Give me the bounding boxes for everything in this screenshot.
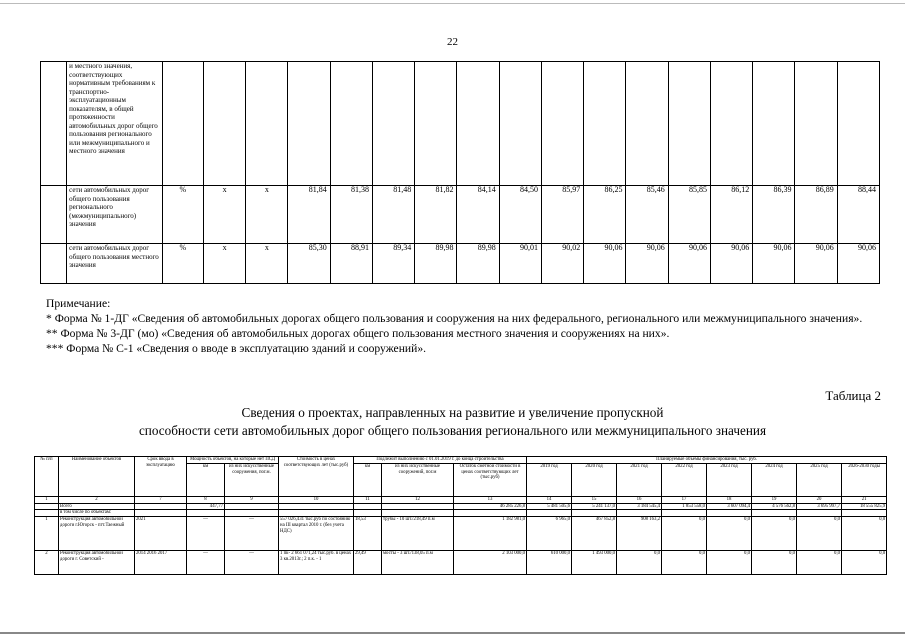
- index-cell: 9: [225, 496, 279, 503]
- table-cell: [41, 244, 67, 284]
- row-name: и местного значения, соответствующих нормативным требованиям к транспортно-эксплуатационным показателям, в общей протяженности автомобильных дорог общего пользования регионального или межмуниципального и местного значения: [67, 62, 163, 186]
- index-cell: 12: [382, 496, 454, 503]
- column-index-row: [35, 496, 887, 503]
- row-num: 2: [35, 551, 59, 575]
- table-row: [35, 551, 887, 575]
- year-cell: 0,0: [707, 551, 752, 575]
- notes-heading: Примечание:: [46, 297, 111, 310]
- table-cell: [454, 510, 527, 517]
- table-row: [41, 62, 880, 186]
- header-done-km: км: [354, 463, 382, 496]
- value-cell: 90,06: [795, 244, 837, 284]
- cap-km-cell: —: [187, 517, 225, 551]
- table-cell: [35, 503, 59, 510]
- table-cell: [527, 510, 572, 517]
- value-cell: 90,06: [753, 244, 795, 284]
- index-cell: 15: [572, 496, 617, 503]
- table-cell: [707, 510, 752, 517]
- indicators-table-continuation: [40, 61, 880, 284]
- year-cell: 0,0: [707, 517, 752, 551]
- total-year: 1 853 558,0: [662, 503, 707, 510]
- value-cell: [668, 62, 710, 186]
- index-cell: 14: [527, 496, 572, 503]
- year-cell: 6 965,0: [527, 517, 572, 551]
- index-cell: 2: [59, 496, 135, 503]
- value-cell: 85,30: [288, 244, 330, 284]
- value-cell: [795, 62, 837, 186]
- value-cell: 86,39: [753, 186, 795, 244]
- value-cell: [457, 62, 499, 186]
- value-cell: [330, 62, 372, 186]
- value-cell: 81,84: [288, 186, 330, 244]
- value-cell: [710, 62, 752, 186]
- header-done-rest: Остаток сметной стоимости в ценах соответствующих лет (тыс.руб): [454, 463, 527, 496]
- year-cell: 908 163,2: [617, 517, 662, 551]
- year-cell: 0,0: [662, 551, 707, 575]
- total-year: 3 607 094,4: [707, 503, 752, 510]
- value-cell: 90,06: [837, 244, 879, 284]
- base-cell: х: [203, 244, 245, 284]
- value-cell: 89,98: [457, 244, 499, 284]
- header-done: Подлежит выполнению с 01.01.2019 г. до конца строительства: [354, 457, 527, 464]
- index-cell: 16: [617, 496, 662, 503]
- total-year: 5 241 137,0: [572, 503, 617, 510]
- deadline-cell: 2014 2016 2017: [135, 551, 187, 575]
- object-name: Реконструкция автомобильной дороги г.Югорск - пгт.Таежный: [59, 517, 135, 551]
- base-cell: [246, 62, 288, 186]
- header-cost: Стоимость в ценах соответствующих лет (тыс.руб): [279, 457, 354, 497]
- top-scan-edge: [0, 3, 905, 4]
- value-cell: 81,38: [330, 186, 372, 244]
- base-cell: х: [246, 244, 288, 284]
- year-cell: 0,0: [797, 551, 842, 575]
- value-cell: 85,46: [626, 186, 668, 244]
- value-cell: 88,91: [330, 244, 372, 284]
- km-cell: 29,49: [354, 551, 382, 575]
- header-done-art: из них искусственные сооружений, пог.м: [382, 463, 454, 496]
- value-cell: [541, 62, 583, 186]
- value-cell: 90,06: [710, 244, 752, 284]
- year-cell: 0,0: [842, 517, 887, 551]
- total-label: Всего: [59, 503, 135, 510]
- index-cell: 11: [354, 496, 382, 503]
- header-capacity-art: из них искусственные сооружения, пог.м.: [225, 463, 279, 496]
- table-cell: [187, 510, 225, 517]
- header-planned: Планируемые объемы финансирования, тыс. руб.: [527, 457, 887, 464]
- note-line: *** Форма № С-1 «Сведения о вводе в эксплуатацию зданий и сооружений».: [46, 342, 427, 355]
- table-cell: [135, 510, 187, 517]
- projects-table: [34, 456, 887, 575]
- base-cell: х: [246, 186, 288, 244]
- header-year: 2021 год: [617, 463, 662, 496]
- base-cell: [203, 62, 245, 186]
- cap-km-cell: —: [187, 551, 225, 575]
- page-number: 22: [447, 36, 458, 48]
- total-year: 18 555 825,9: [842, 503, 887, 510]
- index-cell: 18: [707, 496, 752, 503]
- total-km: 447,77: [187, 503, 225, 510]
- table-cell: [135, 503, 187, 510]
- table-cell: [752, 510, 797, 517]
- row-num: 1: [35, 517, 59, 551]
- row-name: сети автомобильных дорог общего пользования регионального (межмуниципального) значения: [67, 186, 163, 244]
- value-cell: 89,98: [415, 244, 457, 284]
- km-cell: 18,53: [354, 517, 382, 551]
- table-title-line: Сведения о проектах, направленных на развитие и увеличение пропускной: [241, 405, 664, 420]
- index-cell: 21: [842, 496, 887, 503]
- table-cell: [382, 510, 454, 517]
- table-row: [41, 244, 880, 284]
- table-cell: [41, 62, 67, 186]
- header-row: [35, 457, 887, 464]
- total-year: 3 695 997,7: [797, 503, 842, 510]
- table-cell: [279, 503, 354, 510]
- base-cell: х: [203, 186, 245, 244]
- subheading-row: [35, 510, 887, 517]
- year-cell: 467 852,8: [572, 517, 617, 551]
- table-cell: [382, 503, 454, 510]
- value-cell: 90,02: [541, 244, 583, 284]
- index-cell: 10: [279, 496, 354, 503]
- table-cell: [662, 510, 707, 517]
- cap-art-cell: —: [225, 517, 279, 551]
- table-row: [35, 517, 887, 551]
- unit-cell: %: [162, 186, 203, 244]
- value-cell: 86,89: [795, 186, 837, 244]
- table-cell: [842, 510, 887, 517]
- value-cell: 85,97: [541, 186, 583, 244]
- table-cell: [354, 503, 382, 510]
- total-year: 5 481 505,6: [527, 503, 572, 510]
- index-cell: 8: [187, 496, 225, 503]
- table-title-line: способности сети автомобильных дорог общего пользования регионального или межмуниципального значения: [138, 423, 767, 438]
- value-cell: 86,12: [710, 186, 752, 244]
- index-cell: 20: [797, 496, 842, 503]
- header-year: 2020 год: [572, 463, 617, 496]
- year-cell: 0,0: [752, 551, 797, 575]
- header-capacity-km: км: [187, 463, 225, 496]
- table-cell: [35, 510, 59, 517]
- row-name: сети автомобильных дорог общего пользования местного значения: [67, 244, 163, 284]
- index-cell: 7: [135, 496, 187, 503]
- year-cell: 0,0: [797, 517, 842, 551]
- year-cell: 1 493 000,0: [572, 551, 617, 575]
- deadline-cell: 2021: [135, 517, 187, 551]
- object-name: Реконструкция автомобильной дороги г. Советский -: [59, 551, 135, 575]
- index-cell: 17: [662, 496, 707, 503]
- index-cell: 13: [454, 496, 527, 503]
- table-cell: [41, 186, 67, 244]
- table-caption: Таблица 2: [825, 388, 881, 403]
- note-line: ** Форма № 3-ДГ (мо) «Сведения об автомобильных дорогах общего пользования местного значения и сооружениях на них».: [46, 327, 670, 340]
- cost-cell: 1 пк- 2 661 071,24 тыс.руб. в ценах 3 кв.2013г.; 2 п.к. - 1: [279, 551, 354, 575]
- value-cell: 81,48: [372, 186, 414, 244]
- note-line: * Форма № 1-ДГ «Сведения об автомобильных дорогах общего пользования и сооружения на них федерального, регионального или межмуниципального значения».: [46, 312, 863, 325]
- value-cell: 84,50: [499, 186, 541, 244]
- table-cell: [354, 510, 382, 517]
- rest-cell: 2 103 000,0: [454, 551, 527, 575]
- value-cell: 85,85: [668, 186, 710, 244]
- rest-cell: 1 182 981,0: [454, 517, 527, 551]
- table-cell: [617, 510, 662, 517]
- value-cell: [753, 62, 795, 186]
- value-cell: 90,06: [668, 244, 710, 284]
- total-year: 3 184 545,4: [617, 503, 662, 510]
- year-cell: 0,0: [752, 517, 797, 551]
- header-year: 2022 год: [662, 463, 707, 496]
- value-cell: [584, 62, 626, 186]
- index-cell: 1: [35, 496, 59, 503]
- header-num: № п/п: [35, 457, 59, 497]
- art-cell: трубы - 10 шт./218,49 п.м: [382, 517, 454, 551]
- total-rest: 46 285 226,8: [454, 503, 527, 510]
- value-cell: [415, 62, 457, 186]
- value-cell: 90,06: [626, 244, 668, 284]
- unit-cell: [162, 62, 203, 186]
- table-row: [41, 186, 880, 244]
- total-row: [35, 503, 887, 510]
- table-cell: [572, 510, 617, 517]
- value-cell: [288, 62, 330, 186]
- header-capacity: Мощность объектов, на которые нет ПСД: [187, 457, 279, 464]
- cap-art-cell: —: [225, 551, 279, 575]
- table-cell: [279, 510, 354, 517]
- value-cell: 84,14: [457, 186, 499, 244]
- value-cell: 86,25: [584, 186, 626, 244]
- value-cell: 88,44: [837, 186, 879, 244]
- total-year: 4 576 562,8: [752, 503, 797, 510]
- header-year: 2023 год: [707, 463, 752, 496]
- value-cell: [372, 62, 414, 186]
- value-cell: 90,01: [499, 244, 541, 284]
- header-deadline: Срок ввода в эксплуатацию: [135, 457, 187, 497]
- bottom-scan-edge: [0, 632, 905, 634]
- value-cell: [837, 62, 879, 186]
- including-label: в том числе по объектам:: [59, 510, 135, 517]
- table-cell: [225, 510, 279, 517]
- value-cell: [499, 62, 541, 186]
- header-year: 2024 год: [752, 463, 797, 496]
- table-cell: [225, 503, 279, 510]
- index-cell: 19: [752, 496, 797, 503]
- value-cell: 81,82: [415, 186, 457, 244]
- value-cell: [626, 62, 668, 186]
- art-cell: мосты - 3 шт./138,05 п.м: [382, 551, 454, 575]
- year-cell: 610 000,0: [527, 551, 572, 575]
- table-cell: [797, 510, 842, 517]
- value-cell: 89,34: [372, 244, 414, 284]
- cost-cell: 557 026,431 тыс.руб по состоянию на III квартал 2010 г. (без учета НДС): [279, 517, 354, 551]
- year-cell: 0,0: [617, 551, 662, 575]
- year-cell: 0,0: [662, 517, 707, 551]
- unit-cell: %: [162, 244, 203, 284]
- header-year: 2025 год: [797, 463, 842, 496]
- header-name: Наименование объектов: [59, 457, 135, 497]
- value-cell: 90,06: [584, 244, 626, 284]
- notes-block: [46, 296, 882, 356]
- year-cell: 0,0: [842, 551, 887, 575]
- table-title: [0, 404, 905, 440]
- header-year: 2026-2030 годы: [842, 463, 887, 496]
- header-year: 2019 год: [527, 463, 572, 496]
